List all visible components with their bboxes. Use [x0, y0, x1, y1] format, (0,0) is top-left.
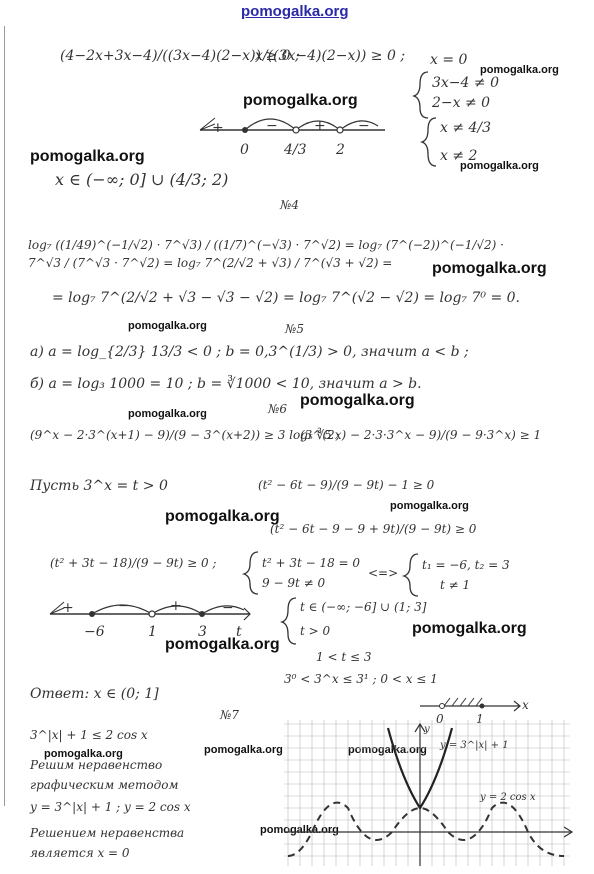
task7-graph-curve1-label: y = 3^|x| + 1 [440, 740, 509, 751]
watermark[interactable]: pomogalka.org [128, 408, 207, 420]
task3-sign-2: − [266, 118, 278, 134]
watermark[interactable]: pomogalka.org [432, 260, 547, 277]
task3-system2-line-b: x ≠ 2 [440, 148, 478, 164]
task6-exponent-range: 3⁰ < 3^x ≤ 3¹ ; 0 < x ≤ 1 [284, 672, 438, 686]
task7-text-2: графическим методом [30, 778, 179, 792]
task6-system-line-a: t² + 3t − 18 = 0 [262, 556, 361, 570]
watermark[interactable]: pomogalka.org [128, 320, 207, 332]
task6-fraction-t3: (t² + 3t − 18)/(9 − 9t) ≥ 0 ; [50, 556, 217, 570]
watermark[interactable]: pomogalka.org [412, 620, 527, 637]
task6-axis2-label-1: 1 [476, 712, 484, 726]
watermark[interactable]: pomogalka.org [260, 824, 339, 836]
task4-line-1: log₇ ((1/49)^(−1/√2) · 7^√3) / ((1/7)^(−√3) · 7^√2) = log₇ (7^(−2))^(−1/√2) · 7^√3 / (7^√3 · 7^√2) = log₇ 7^(2/√2 + √3) / 7^(√3 + √2) = [28, 238, 504, 270]
task6-root-exclusion: t ≠ 1 [440, 578, 471, 592]
task7-text-3: Решением неравенства [30, 826, 185, 840]
task6-axis-label-minus-6: −6 [84, 624, 105, 640]
watermark[interactable]: pomogalka.org [30, 148, 145, 165]
header-watermark[interactable]: pomogalka.org [241, 3, 349, 20]
task3-system1-line-a: x = 0 [430, 52, 468, 68]
task3-axis-label-0: 0 [240, 142, 249, 158]
task3-inequality-1: (4−2x+3x−4)/((3x−4)(2−x)) ≥ 0 ; [60, 48, 300, 64]
task6-axis-label-1: 1 [148, 624, 157, 640]
task6-inequality-right: (3^(2x) − 2·3·3^x − 9)/(9 − 9·3^x) ≥ 1 [300, 428, 542, 442]
watermark[interactable]: pomogalka.org [480, 64, 559, 76]
task3-system1-line-b: 3x−4 ≠ 0 [432, 75, 499, 91]
task3-answer: x ∈ (−∞; 0] ∪ (4/3; 2) [55, 170, 229, 189]
task6-system-line-b: 9 − 9t ≠ 0 [262, 576, 326, 590]
problem-number-5: №5 [285, 322, 304, 336]
task3-sign-3: + [314, 118, 326, 134]
problem-number-6: №6 [268, 402, 287, 416]
task6-axis-label-t: t [236, 624, 242, 640]
task3-system1-line-c: 2−x ≠ 0 [432, 95, 491, 111]
task5-line-a: a) a = log_{2/3} 13/3 < 0 ; b = 0,3^(1/3) > 0, значит a < b ; [30, 344, 469, 360]
task6-answer: Ответ: x ∈ (0; 1] [30, 686, 159, 702]
task6-sign-4: − [222, 600, 234, 616]
task6-axis2-label-x: x [522, 698, 529, 712]
task6-sign-1: + [62, 600, 74, 616]
task6-roots: t₁ = −6, t₂ = 3 [422, 558, 510, 572]
watermark[interactable]: pomogalka.org [165, 508, 280, 525]
task3-inequality-2: x/((3x−4)(2−x)) ≥ 0 ; [255, 48, 406, 64]
task6-substitution: Пусть 3^x = t > 0 [30, 478, 168, 494]
task6-equivalence: <=> [368, 566, 399, 580]
task6-axis2-label-0: 0 [436, 712, 444, 726]
task7-graph-y-label: y [424, 724, 430, 735]
task3-axis-label-4-3: 4/3 [284, 142, 307, 158]
watermark[interactable]: pomogalka.org [300, 392, 415, 409]
task4-line-2: = log₇ 7^(2/√2 + √3 − √3 − √2) = log₇ 7^(√2 − √2) = log₇ 7⁰ = 0. [52, 290, 520, 306]
watermark[interactable]: pomogalka.org [165, 636, 280, 653]
task6-axis-label-3: 3 [198, 624, 207, 640]
task6-sign-3: + [170, 598, 182, 614]
problem-number-7: №7 [220, 708, 239, 722]
problem-number-4: №4 [280, 198, 299, 212]
task6-t-range: 1 < t ≤ 3 [316, 650, 372, 664]
task6-inequality-left: (9^x − 2·3^(x+1) − 9)/(9 − 3^(x+2)) ≥ 3 log₅ ∛5 ; [30, 428, 340, 442]
task6-sign-2: − [118, 598, 130, 614]
watermark[interactable]: pomogalka.org [243, 92, 358, 109]
watermark[interactable]: pomogalka.org [348, 744, 427, 756]
task3-system2-line-a: x ≠ 4/3 [440, 120, 492, 136]
watermark[interactable]: pomogalka.org [44, 748, 123, 760]
watermark[interactable]: pomogalka.org [460, 160, 539, 172]
task6-solution-line-a: t ∈ (−∞; −6] ∪ (1; 3] [300, 600, 427, 614]
task7-graph-curve2-label: y = 2 cos x [480, 792, 536, 803]
task6-fraction-t2: (t² − 6t − 9 − 9 + 9t)/(9 − 9t) ≥ 0 [270, 522, 477, 536]
task5-line-b: б) a = log₃ 1000 = 10 ; b = ∛1000 < 10, значит a > b. [30, 376, 422, 392]
task7-text-1: Решим неравенство [30, 758, 163, 772]
task3-sign-1: + [212, 120, 224, 136]
task3-axis-label-2: 2 [336, 142, 345, 158]
task7-inequality: 3^|x| + 1 ≤ 2 cos x [30, 728, 148, 742]
task3-sign-4: − [358, 118, 370, 134]
watermark[interactable]: pomogalka.org [390, 500, 469, 512]
task6-solution-line-b: t > 0 [300, 624, 331, 638]
watermark[interactable]: pomogalka.org [204, 744, 283, 756]
task6-fraction-t: (t² − 6t − 9)/(9 − 9t) − 1 ≥ 0 [258, 478, 435, 492]
task7-functions: y = 3^|x| + 1 ; y = 2 cos x [30, 800, 191, 814]
task7-text-4: является x = 0 [30, 846, 130, 860]
